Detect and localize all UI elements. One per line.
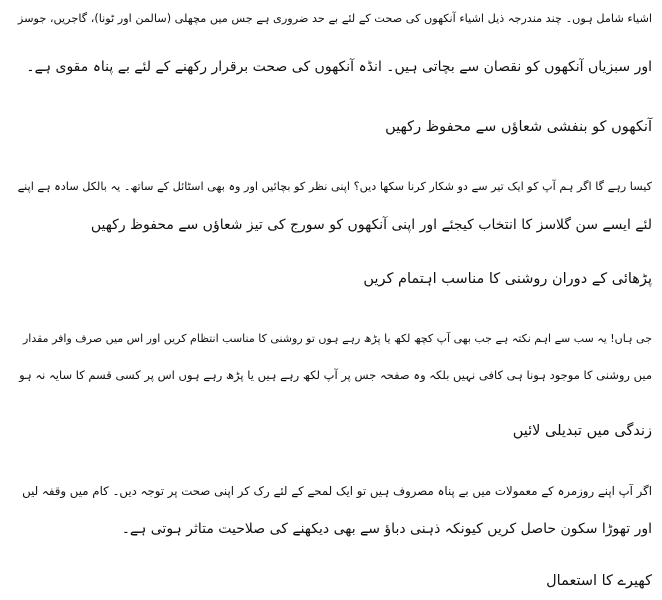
paragraph-line: اگر آپ اپنے روزمرہ کے معمولات میں بے پناہ مصروف ہیں تو ایک لمحے کے لئے رک کر اپنی صحت پر توجہ دیں۔ کام میں وقفہ لیں bbox=[22, 484, 652, 498]
section-heading: پڑھائی کے دوران روشنی کا مناسب اہتمام کریں bbox=[363, 271, 652, 287]
paragraph-line: اشیاء شامل ہوں۔ چند مندرجہ ذیل اشیاء آنکھوں کی صحت کے لئے بے حد ضروری ہے جس میں مچھلی (سالمن اور ٹونا)، گاجریں، جوسز bbox=[17, 12, 652, 25]
section-heading: زندگی میں تبدیلی لائیں bbox=[512, 423, 652, 439]
paragraph-line: اور سبزیاں آنکھوں کو نقصان سے بچاتی ہیں۔ انڈہ آنکھوں کی صحت برقرار رکھنے کے لئے بے پناہ مقوی ہے۔ bbox=[26, 59, 652, 75]
paragraph-line: جی ہاں! یہ سب سے اہم نکتہ ہے جب بھی آپ کچھ لکھ یا پڑھ رہے ہوں تو روشنی کا مناسب انتظام کریں اور اس میں صرف وافر مقدار bbox=[22, 332, 652, 345]
section-heading: آنکھوں کو بنفشی شعاؤں سے محفوظ رکھیں bbox=[385, 119, 652, 135]
paragraph-line: کیسا رہے گا اگر ہم آپ کو ایک تیر سے دو شکار کرنا سکھا دیں؟ اپنی نظر کو بچائیں اور وہ بھی اسٹائل کے ساتھ۔ یہ بالکل سادہ ہے اپنے bbox=[17, 180, 652, 193]
section-heading: کھیرے کا استعمال bbox=[546, 573, 652, 589]
paragraph-line: لئے ایسے سن گلاسز کا انتخاب کیجئے اور اپنی آنکھوں کو سورج کی تیز شعاؤں سے محفوظ رکھیں bbox=[90, 217, 652, 233]
paragraph-line: میں روشنی کا موجود ہونا ہی کافی نہیں بلکہ وہ صفحہ جس پر آپ لکھ رہے ہیں یا پڑھ رہے ہوں اس پر کسی قسم کا سایہ نہ ہو bbox=[19, 368, 652, 382]
paragraph-line: اور تھوڑا سکون حاصل کریں کیونکہ ذہنی دباؤ سے بھی دیکھنے کی صلاحیت متاثر ہوتی ہے۔ bbox=[121, 521, 652, 537]
